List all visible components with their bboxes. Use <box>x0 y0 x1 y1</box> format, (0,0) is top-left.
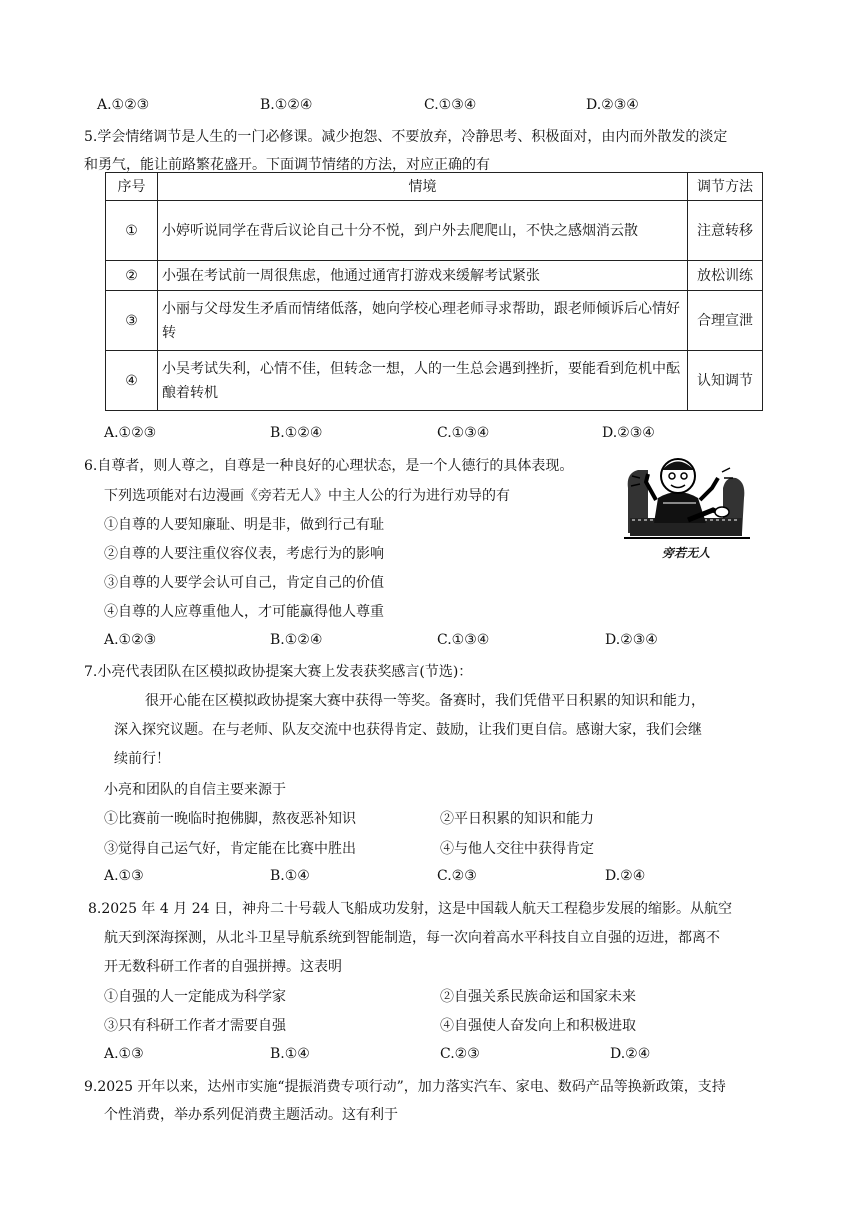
q5-row-text: 小吴考试失利，心情不佳，但转念一想，人的一生总会遇到挫折，要能看到危机中酝酿着转机 <box>158 351 688 411</box>
cartoon-caption: 旁若无人 <box>662 546 711 560</box>
q7-item-1: ①比赛前一晚临时抱佛脚，熬夜恶补知识 <box>104 811 356 827</box>
q5-row-method: 注意转移 <box>688 201 763 261</box>
q5-option-b: B.①②④ <box>270 425 323 441</box>
q9-stem-line2: 个性消费，举办系列促消费主题活动。这有利于 <box>104 1107 398 1123</box>
q6-stem-line1: 6.自尊者，则人尊之，自尊是一种良好的心理状态，是一个人德行的具体表现。 <box>84 458 574 474</box>
q5-option-c: C.①③④ <box>437 425 490 441</box>
q7-quote-line1: 很开心能在区模拟政协提案大赛中获得一等奖。备赛时，我们凭借平日积累的知识和能力， <box>145 693 705 709</box>
q6-option-c: C.①③④ <box>437 632 490 648</box>
q7-stem: 7.小亮代表团队在区模拟政协提案大赛上发表获奖感言(节选)： <box>84 664 473 680</box>
q8-option-a: A.①③ <box>104 1046 144 1062</box>
q5-stem-line2: 和勇气，能让前路繁花盛开。下面调节情绪的方法，对应正确的有 <box>84 157 490 173</box>
q7-quote-line2: 深入探究议题。在与老师、队友交流中也获得肯定、鼓励，让我们更自信。感谢大家，我们会继 <box>114 722 702 738</box>
q5-row-method: 放松训练 <box>688 261 763 291</box>
q6-item-4: ④自尊的人应尊重他人，才可能赢得他人尊重 <box>104 604 384 620</box>
q9-stem-line1: 9.2025 开年以来，达州市实施“提振消费专项行动”，加力落实汽车、家电、数码产品等换新政策，支持 <box>84 1079 726 1095</box>
q4-option-b: B.①②④ <box>260 97 313 113</box>
q5-stem-line1: 5.学会情绪调节是人生的一门必修课。减少抱怨、不要放弃，冷静思考、积极面对，由内而外散发的淡定 <box>84 129 728 145</box>
q7-option-a: A.①③ <box>104 868 144 884</box>
q4-option-d: D.②③④ <box>586 97 639 113</box>
q7-question: 小亮和团队的自信主要来源于 <box>104 782 286 798</box>
q8-option-b: B.①④ <box>270 1046 310 1062</box>
q7-item-4: ④与他人交往中获得肯定 <box>440 841 594 857</box>
q8-option-d: D.②④ <box>610 1046 651 1062</box>
q6-option-d: D.②③④ <box>605 632 658 648</box>
q5-option-d: D.②③④ <box>602 425 655 441</box>
q6-item-2: ②自尊的人要注重仪容仪表，考虑行为的影响 <box>104 546 384 562</box>
q8-stem-line3: 开无数科研工作者的自强拼搏。这表明 <box>104 959 342 975</box>
q6-option-b: B.①②④ <box>270 632 323 648</box>
q6-stem-line2: 下列选项能对右边漫画《旁若无人》中主人公的行为进行劝导的有 <box>104 488 510 504</box>
q4-option-a: A.①②③ <box>97 97 150 113</box>
q5-row-num: ③ <box>106 291 158 351</box>
q5-row-text: 小强在考试前一周很焦虑，他通过通宵打游戏来缓解考试紧张 <box>158 261 688 291</box>
q5-option-a: A.①②③ <box>104 425 157 441</box>
cartoon-image <box>618 448 756 568</box>
q5-row-num: ① <box>106 201 158 261</box>
q7-quote-line3: 续前行！ <box>114 751 170 767</box>
q7-item-3: ③觉得自己运气好，肯定能在比赛中胜出 <box>104 841 356 857</box>
q5-header-method: 调节方法 <box>688 173 763 201</box>
q5-row-text: 小丽与父母发生矛盾而情绪低落，她向学校心理老师寻求帮助，跟老师倾诉后心情好转 <box>158 291 688 351</box>
q6-item-1: ①自尊的人要知廉耻、明是非，做到行己有耻 <box>104 517 384 533</box>
q5-row-num: ② <box>106 261 158 291</box>
q8-stem-line1: 8.2025 年 4 月 24 日，神舟二十号载人飞船成功发射，这是中国载人航天工程稳步发展的缩影。从航空 <box>88 901 732 917</box>
q7-option-d: D.②④ <box>605 868 646 884</box>
q7-option-c: C.②③ <box>437 868 477 884</box>
q7-option-b: B.①④ <box>270 868 310 884</box>
q5-header-num: 序号 <box>106 173 158 201</box>
q7-item-2: ②平日积累的知识和能力 <box>440 811 594 827</box>
q4-option-c: C.①③④ <box>424 97 477 113</box>
q8-item-2: ②自强关系民族命运和国家未来 <box>440 989 636 1005</box>
q6-item-3: ③自尊的人要学会认可自己，肯定自己的价值 <box>104 575 384 591</box>
q5-header-situation: 情境 <box>158 173 688 201</box>
q8-item-1: ①自强的人一定能成为科学家 <box>104 989 286 1005</box>
q6-option-a: A.①②③ <box>104 632 157 648</box>
q8-stem-line2: 航天到深海探测，从北斗卫星导航系统到智能制造，每一次向着高水平科技自立自强的迈进，都离不 <box>104 930 720 946</box>
q8-option-c: C.②③ <box>440 1046 480 1062</box>
q5-row-text: 小婷听说同学在背后议论自己十分不悦，到户外去爬爬山，不快之感烟消云散 <box>158 201 688 261</box>
q5-row-method: 认知调节 <box>688 351 763 411</box>
q5-table <box>105 172 763 411</box>
q5-row-num: ④ <box>106 351 158 411</box>
q8-item-4: ④自强使人奋发向上和积极进取 <box>440 1018 636 1034</box>
q5-row-method: 合理宣泄 <box>688 291 763 351</box>
q8-item-3: ③只有科研工作者才需要自强 <box>104 1018 286 1034</box>
